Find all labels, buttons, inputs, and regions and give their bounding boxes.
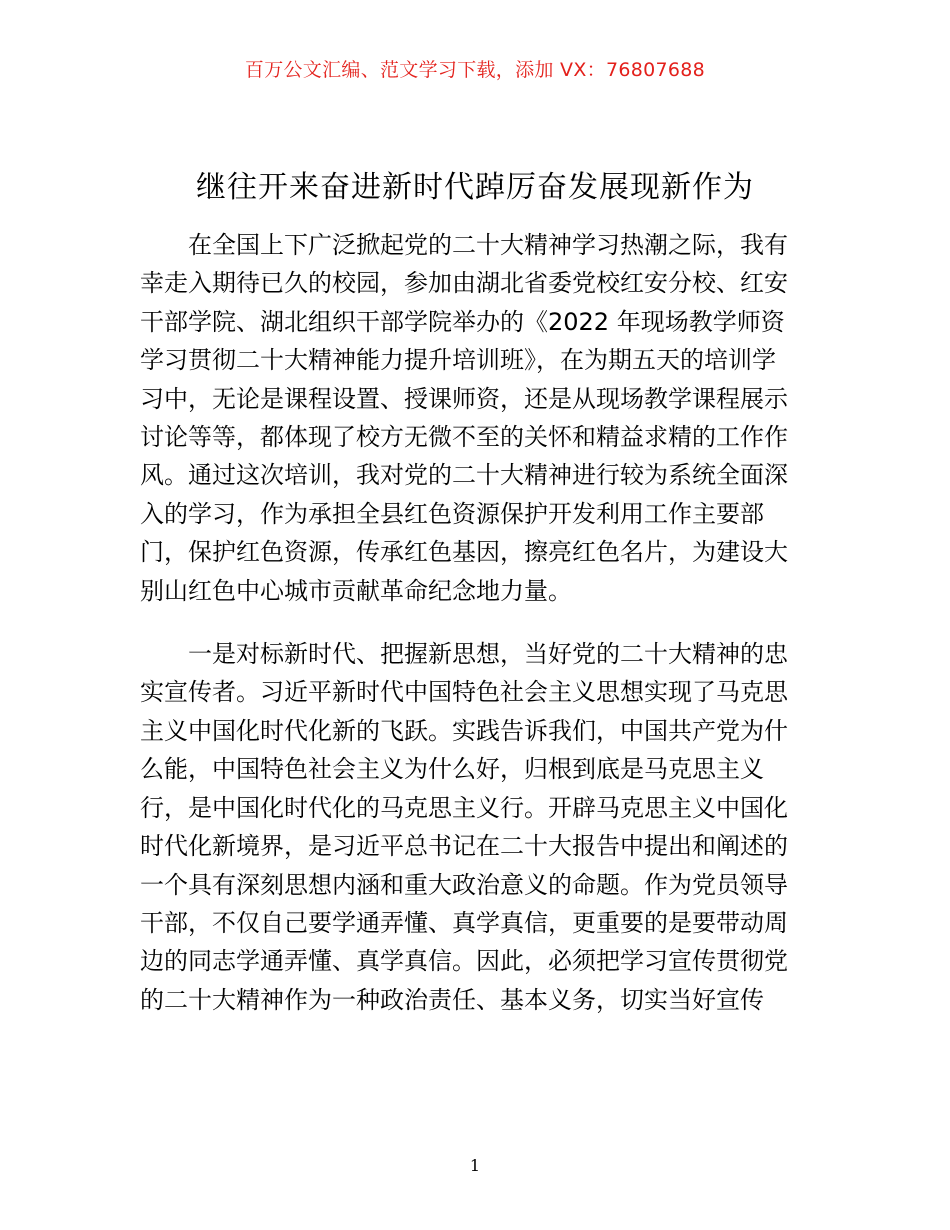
paragraph-section-one — [140, 635, 812, 1019]
text-line: 习中，无论是课程设置、授课师资，还是从现场教学课程展示 — [140, 384, 788, 413]
text-line: 风。通过这次培训，我对党的二十大精神进行较为系统全面深 — [140, 461, 788, 490]
document-title: 继往开来奋进新时代踔厉奋发展现新作为 — [196, 170, 754, 205]
text-line: 讨论等等，都体现了校方无微不至的关怀和精益求精的工作作 — [140, 423, 788, 452]
document-body — [140, 226, 812, 1019]
text-line: 时代化新境界，是习近平总书记在二十大报告中提出和阐述的 — [140, 832, 788, 861]
text-line: 在全国上下广泛掀起党的二十大精神学习热潮之际，我有 — [188, 231, 788, 259]
text-line: 学习贯彻二十大精神能力提升培训班》，在为期五天的培训学 — [140, 346, 776, 375]
page-number: 1 — [469, 1156, 481, 1175]
header-banner: 百万公文汇编、范文学习下载，添加 VX：76807688 — [244, 59, 706, 81]
text-line: 干部学院、湖北组织干部学院举办的《2022 年现场教学师资 — [140, 307, 785, 336]
paragraph-intro — [140, 226, 812, 610]
text-line: 别山红色中心城市贡献革命纪念地力量。 — [140, 576, 572, 605]
text-line: 幸走入期待已久的校园，参加由湖北省委党校红安分校、红安 — [140, 269, 788, 298]
text-line: 入的学习，作为承担全县红色资源保护开发利用工作主要部 — [140, 499, 764, 528]
text-line: 边的同志学通弄懂、真学真信。因此，必须把学习宣传贯彻党 — [140, 947, 788, 976]
text-line: 行，是中国化时代化的马克思主义行。开辟马克思主义中国化 — [140, 793, 788, 822]
text-line: 门，保护红色资源，传承红色基因，擦亮红色名片，为建设大 — [140, 538, 788, 567]
text-line: 一是对标新时代、把握新思想，当好党的二十大精神的忠 — [188, 640, 788, 669]
text-line: 么能，中国特色社会主义为什么好，归根到底是马克思主义 — [140, 755, 764, 784]
text-line: 干部，不仅自己要学通弄懂、真学真信，更重要的是要带动周 — [140, 908, 788, 937]
text-line: 主义中国化时代化新的飞跃。实践告诉我们，中国共产党为什 — [140, 716, 788, 745]
text-line: 实宣传者。习近平新时代中国特色社会主义思想实现了马克思 — [140, 678, 788, 707]
text-line: 一个具有深刻思想内涵和重大政治意义的命题。作为党员领导 — [140, 870, 788, 899]
text-line: 的二十大精神作为一种政治责任、基本义务，切实当好宣传 — [140, 985, 764, 1014]
